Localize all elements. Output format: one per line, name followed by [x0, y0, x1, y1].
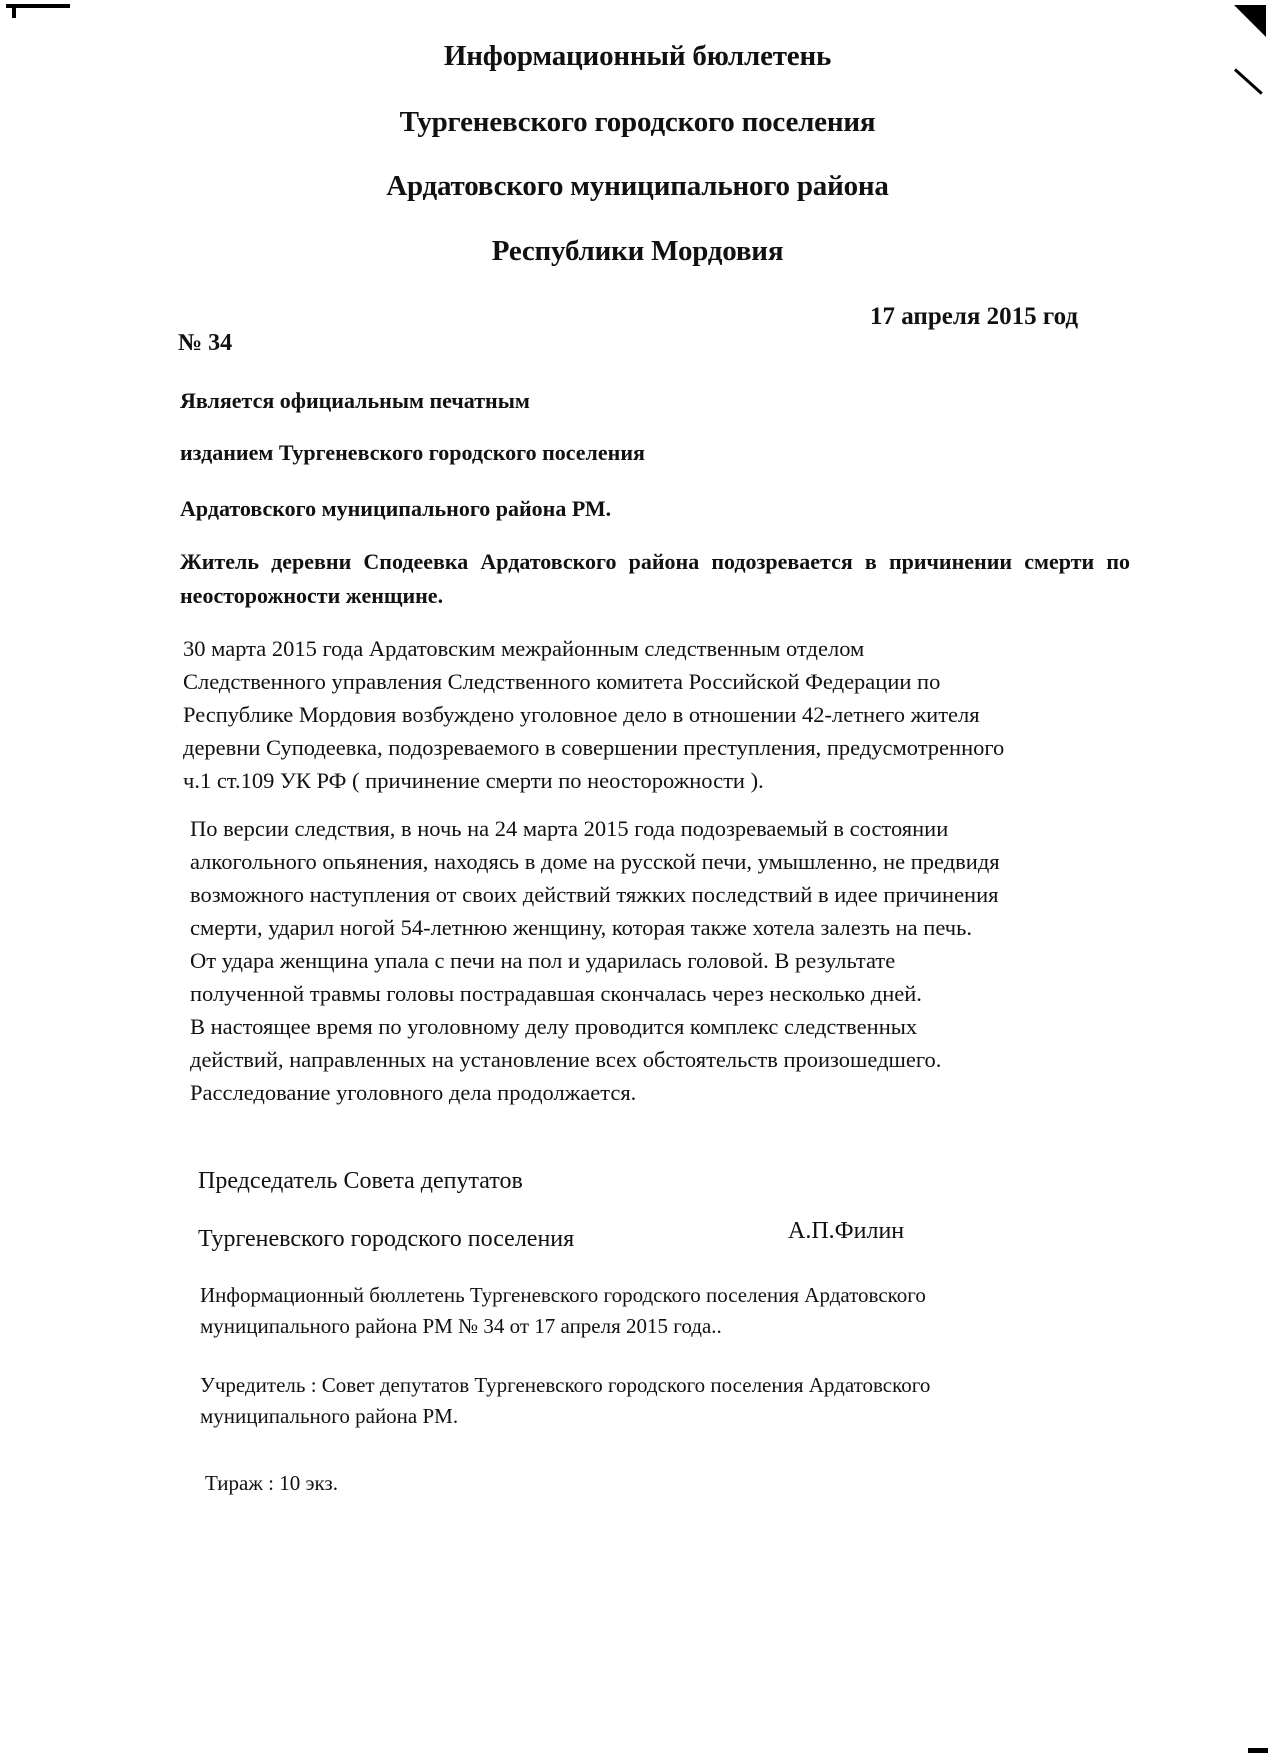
paragraph-1-line: Следственного управления Следственного комитета Российской Федерации по	[183, 669, 941, 694]
paragraph-1-line: 30 марта 2015 года Ардатовским межрайонным следственным отделом	[183, 636, 865, 661]
scan-artifact-bottom-right	[1248, 1748, 1268, 1753]
paragraph-2-line: В настоящее время по уголовному делу проводится комплекс следственных	[190, 1014, 918, 1039]
official-notice-line-1: Является официальным печатным	[180, 388, 530, 413]
paragraph-2-line: полученной травмы головы пострадавшая скончалась через несколько дней.	[190, 981, 922, 1006]
article-paragraph-1	[183, 632, 1153, 797]
bulletin-title-line-4: Республики Мордовия	[491, 235, 784, 267]
bulletin-title-line-3: Ардатовского муниципального района	[386, 170, 889, 202]
founder-line: Учредитель : Совет депутатов Тургеневского городского поселения Ардатовского	[200, 1373, 931, 1397]
imprint-line: Информационный бюллетень Тургеневского городского поселения Ардатовского	[200, 1283, 926, 1307]
footer-imprint	[200, 1280, 926, 1342]
paragraph-2-line: действий, направленных на установление всех обстоятельств произошедшего.	[190, 1047, 942, 1072]
paragraph-1-line: деревни Суподеевка, подозреваемого в совершении преступления, предусмотренного	[183, 735, 1005, 760]
paragraph-1-line: ч.1 ст.109 УК РФ ( причинение смерти по неосторожности ).	[183, 768, 764, 793]
official-notice-line-3: Ардатовского муниципального района РМ.	[180, 496, 612, 521]
paragraph-2-line: смерти, ударил ногой 54-летнюю женщину, которая также хотела залезть на печь.	[190, 915, 972, 940]
issue-date: 17 апреля 2015 год	[870, 303, 1079, 330]
bulletin-title-line-2: Тургеневского городского поселения	[399, 106, 876, 138]
imprint-line: муниципального района РМ № 34 от 17 апреля 2015 года..	[200, 1314, 722, 1338]
footer-founder	[200, 1370, 930, 1432]
founder-line: муниципального района РМ.	[200, 1404, 459, 1428]
bulletin-title-line-1: Информационный бюллетень	[443, 40, 832, 72]
footer-circulation: Тираж : 10 экз.	[205, 1471, 338, 1495]
article-headline: Житель деревни Сподеевка Ардатовского района подозревается в причинении смерти по неосторожности женщине.	[180, 549, 1130, 608]
scan-artifact-top-left-tick	[12, 8, 16, 18]
article-paragraph-2	[190, 812, 1160, 1109]
paragraph-1-line: Республике Мордовия возбуждено уголовное дело в отношении 42-летнего жителя	[183, 702, 980, 727]
paragraph-2-line: алкогольного опьянения, находясь в доме на русской печи, умышленно, не предвидя	[190, 849, 1000, 874]
signature-name: А.П.Филин	[788, 1218, 905, 1244]
signature-position-line-2: Тургеневского городского поселения	[198, 1226, 575, 1252]
paragraph-2-line: От удара женщина упала с печи на пол и ударилась головой. В результате	[190, 948, 896, 973]
paragraph-2-line: возможного наступления от своих действий тяжких последствий в идее причинения	[190, 882, 999, 907]
paragraph-2-line: Расследование уголовного дела продолжается.	[190, 1080, 637, 1105]
official-notice-line-2: изданием Тургеневского городского поселения	[180, 440, 645, 465]
paragraph-2-line: По версии следствия, в ночь на 24 марта 2015 года подозреваемый в состоянии	[190, 816, 949, 841]
signature-position-line-1: Председатель Совета депутатов	[198, 1168, 523, 1194]
scan-artifact-top-right	[1234, 5, 1266, 37]
issue-number: № 34	[178, 330, 233, 356]
